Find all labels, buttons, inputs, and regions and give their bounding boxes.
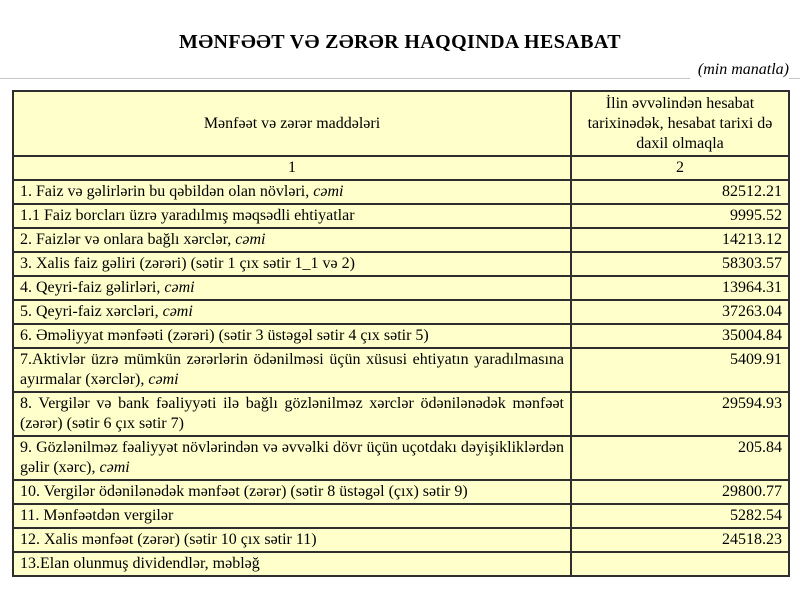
table-row <box>13 324 789 348</box>
row-label <box>13 348 571 392</box>
horizontal-rule <box>0 78 800 79</box>
column-number-2: 2 <box>571 156 789 180</box>
row-label <box>13 552 571 576</box>
row-label-text: 3. Xalis faiz gəliri (zərəri) (sətir 1 çıx sətir 1_1 və 2) <box>20 255 355 272</box>
unit-note: (min manatla) <box>690 61 789 79</box>
table-row <box>13 204 789 228</box>
row-label-italic: cəmi <box>313 183 344 200</box>
row-value: 29800.77 <box>571 480 789 504</box>
row-label <box>13 300 571 324</box>
row-label-text: 13.Elan olunmuş dividendlər, məbləğ <box>20 555 260 572</box>
row-label-italic: cəmi <box>99 459 130 476</box>
row-label <box>13 276 571 300</box>
row-value: 14213.12 <box>571 228 789 252</box>
row-label-italic: cəmi <box>162 303 193 320</box>
table-row <box>13 252 789 276</box>
column-number-1: 1 <box>13 156 571 180</box>
row-label <box>13 252 571 276</box>
row-value: 5282.54 <box>571 504 789 528</box>
row-label-text: 9. Gözlənilməz fəaliyyət növlərindən və əvvəlki dövr üçün uçotdakı dəyişikliklərdən gəlir (xərc), <box>20 439 564 476</box>
row-label-text: 8. Vergilər və bank fəaliyyəti ilə bağlı gözlənilməz xərclər ödənilənədək mənfəət (zərər) (sətir 6 çıx sətir 7) <box>20 395 564 432</box>
row-label-text: 6. Əməliyyat mənfəəti (zərəri) (sətir 3 üstəgəl sətir 4 çıx sətir 5) <box>20 327 429 344</box>
row-value: 13964.31 <box>571 276 789 300</box>
row-label-text: 1. Faiz və gəlirlərin bu qəbildən olan növləri, <box>20 183 314 200</box>
table-row <box>13 504 789 528</box>
row-value: 9995.52 <box>571 204 789 228</box>
row-value <box>571 552 789 576</box>
table-row <box>13 552 789 576</box>
row-value: 29594.93 <box>571 392 789 436</box>
row-label <box>13 504 571 528</box>
table-row <box>13 480 789 504</box>
row-label <box>13 204 571 228</box>
row-label-text: 1.1 Faiz borcları üzrə yaradılmış məqsədli ehtiyatlar <box>20 207 355 224</box>
row-label-text: 7.Aktivlər üzrə mümkün zərərlərin ödənilməsi üçün xüsusi ehtiyatın yaradılmasına ayırmalar (xərclər), <box>20 351 564 388</box>
row-label-italic: cəmi <box>164 279 195 296</box>
row-label-text: 10. Vergilər ödənilənədək mənfəət (zərər) (sətir 8 üstəgəl (çıx) sətir 9) <box>20 483 468 500</box>
column-header-period: İlin əvvəlindən hesabat tarixinədək, hesabat tarixi də daxil olmaqla <box>571 91 789 156</box>
row-value: 24518.23 <box>571 528 789 552</box>
column-number-row <box>13 156 789 180</box>
page-title: MƏNFƏƏT VƏ ZƏRƏR HAQQINDA HESABAT <box>179 31 621 53</box>
row-label-text: 12. Xalis mənfəət (zərər) (sətir 10 çıx sətir 11) <box>20 531 317 548</box>
column-header-items: Mənfəət və zərər maddələri <box>13 91 571 156</box>
row-label <box>13 228 571 252</box>
header-row <box>13 91 789 156</box>
row-label <box>13 180 571 204</box>
row-label <box>13 480 571 504</box>
row-label-text: 4. Qeyri-faiz gəlirləri, <box>20 279 165 296</box>
table-row <box>13 276 789 300</box>
table-row <box>13 392 789 436</box>
row-value: 205.84 <box>571 436 789 480</box>
table-row <box>13 228 789 252</box>
row-label-text: 11. Mənfəətdən vergilər <box>20 507 174 524</box>
row-label-text: 2. Faizlər və onlara bağlı xərclər, <box>20 231 236 248</box>
row-label-text: 5. Qeyri-faiz xərcləri, <box>20 303 163 320</box>
row-value: 5409.91 <box>571 348 789 392</box>
row-value: 35004.84 <box>571 324 789 348</box>
profit-loss-table <box>12 90 790 577</box>
row-label <box>13 324 571 348</box>
row-value: 37263.04 <box>571 300 789 324</box>
row-label <box>13 528 571 552</box>
row-label-italic: cəmi <box>235 231 266 248</box>
row-value: 82512.21 <box>571 180 789 204</box>
table-row <box>13 528 789 552</box>
table-row <box>13 180 789 204</box>
row-value: 58303.57 <box>571 252 789 276</box>
table-row <box>13 300 789 324</box>
row-label-italic: cəmi <box>148 371 179 388</box>
row-label <box>13 436 571 480</box>
table-row <box>13 436 789 480</box>
row-label <box>13 392 571 436</box>
table-row <box>13 348 789 392</box>
